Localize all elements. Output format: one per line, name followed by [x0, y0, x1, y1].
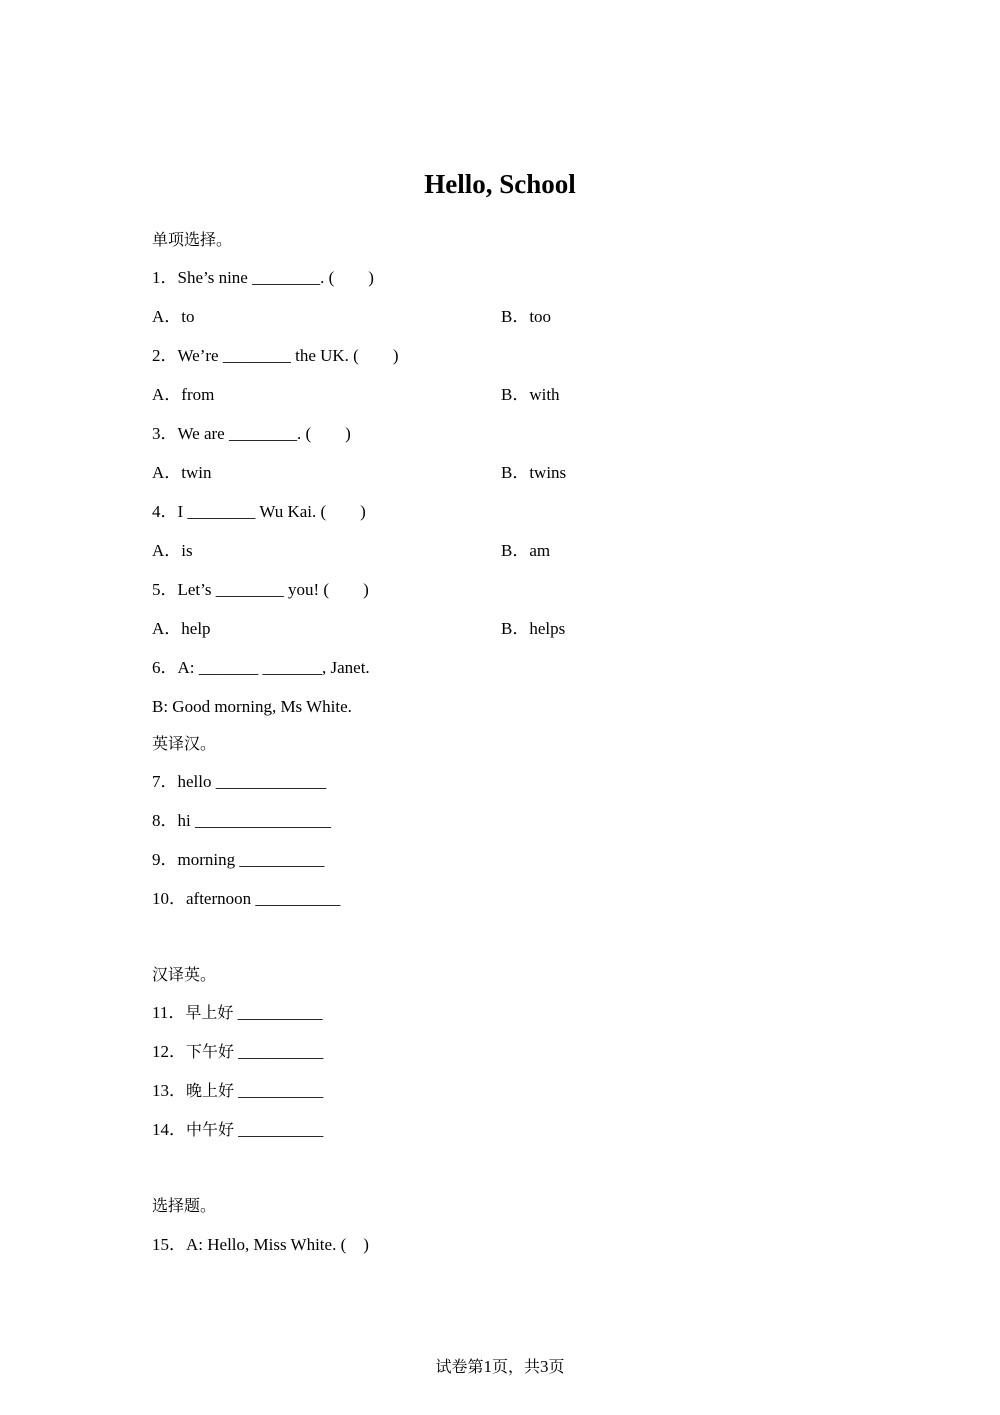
question-13-number: 13．	[152, 1081, 186, 1100]
question-2-option-a: A．from	[152, 385, 215, 404]
question-7-number: 7．	[152, 772, 178, 791]
footer-total-pages: 3	[540, 1357, 549, 1376]
question-7	[152, 771, 326, 793]
footer-page-number: 1	[483, 1357, 492, 1376]
page-footer	[0, 1356, 1000, 1378]
question-5-option-b: B．helps	[501, 619, 566, 638]
question-6-stem: 6．A: _______ _______, Janet.	[152, 658, 370, 677]
question-6-reply: B: Good morning, Ms White.	[152, 697, 352, 716]
question-11-blank: __________	[233, 1003, 323, 1022]
question-9-number: 9．	[152, 850, 178, 869]
section-heading-single-choice: 单项选择。	[152, 230, 233, 249]
question-5-stem: 5．Let’s ________ you! ( )	[152, 580, 369, 599]
question-13	[152, 1080, 323, 1102]
question-13-word: 晚上好	[186, 1081, 235, 1100]
question-1-option-a: A．to	[152, 307, 195, 326]
question-12-word: 下午好	[186, 1042, 235, 1061]
question-9-word: morning	[177, 850, 236, 869]
question-4-stem: 4．I ________ Wu Kai. ( )	[152, 502, 366, 521]
question-11-word: 早上好	[185, 1003, 234, 1022]
question-14-number: 14．	[152, 1120, 186, 1139]
question-8-number: 8．	[152, 811, 178, 830]
footer-prefix: 试卷第	[435, 1357, 484, 1376]
question-4-option-b: B．am	[501, 541, 551, 560]
question-15-stem: 15．A: Hello, Miss White. ( )	[152, 1235, 369, 1254]
question-1-stem: 1．She’s nine ________. ( )	[152, 268, 374, 287]
question-11-number: 11．	[152, 1003, 186, 1022]
question-8-word: hi	[177, 811, 191, 830]
question-2-stem: 2．We’re ________ the UK. ( )	[152, 346, 399, 365]
question-10	[152, 888, 340, 910]
question-12-number: 12．	[152, 1042, 186, 1061]
question-3-option-a: A．twin	[152, 463, 212, 482]
question-10-word: afternoon	[186, 889, 252, 908]
question-7-word: hello	[177, 772, 212, 791]
question-5-option-a: A．help	[152, 619, 211, 638]
question-13-blank: __________	[234, 1081, 324, 1100]
question-8-blank: ________________	[190, 811, 331, 830]
question-14-word: 中午好	[186, 1120, 235, 1139]
question-12	[152, 1041, 323, 1063]
question-14	[152, 1119, 323, 1141]
question-3-option-b: B．twins	[501, 463, 567, 482]
question-8	[152, 810, 331, 832]
section-heading-en-to-zh: 英译汉。	[152, 734, 217, 753]
question-12-blank: __________	[234, 1042, 324, 1061]
question-3-stem: 3．We are ________. ( )	[152, 424, 351, 443]
footer-suffix: 页	[548, 1357, 565, 1376]
question-14-blank: __________	[234, 1120, 324, 1139]
section-heading-multiple-choice: 选择题。	[152, 1196, 217, 1215]
question-7-blank: _____________	[211, 772, 327, 791]
question-2-option-b: B．with	[501, 385, 560, 404]
question-11	[152, 1002, 323, 1024]
question-9-blank: __________	[235, 850, 325, 869]
question-4-option-a: A．is	[152, 541, 193, 560]
section-heading-zh-to-en: 汉译英。	[152, 965, 217, 984]
page-title: Hello, School	[424, 169, 576, 199]
question-1-option-b: B．too	[501, 307, 552, 326]
question-10-blank: __________	[251, 889, 341, 908]
footer-middle: 页，共	[491, 1357, 540, 1376]
question-10-number: 10．	[152, 889, 186, 908]
question-9	[152, 849, 324, 871]
